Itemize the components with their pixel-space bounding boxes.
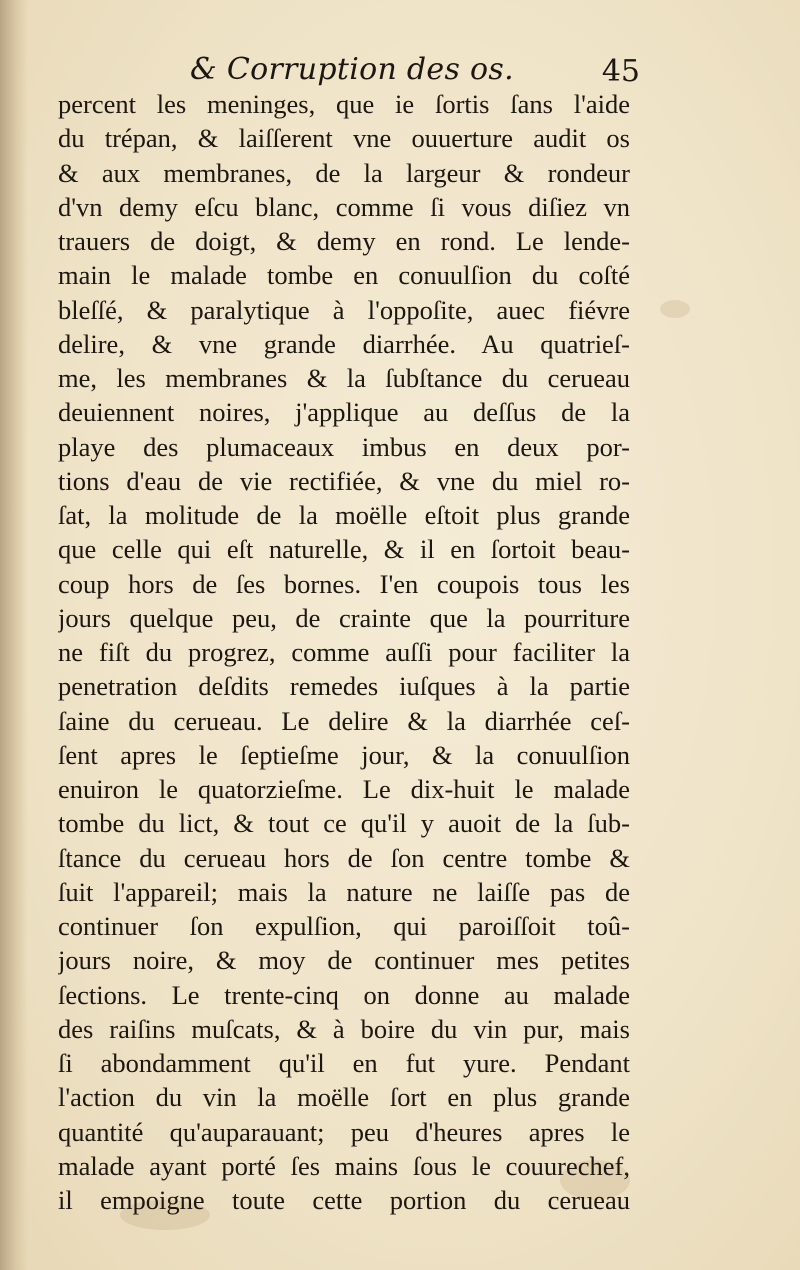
text-line: quantité qu'auparauant; peu d'heures apres le bbox=[58, 1116, 630, 1147]
text-line: ſections. Le trente-cinq on donne au malade bbox=[58, 979, 630, 1010]
text-line: continuer ſon expulſion, qui paroiſſoit toû- bbox=[58, 911, 630, 941]
text-line: percent les meninges, que ie ſortis ſans l'aide bbox=[58, 89, 630, 119]
paper-stain bbox=[660, 300, 690, 318]
text-line: jours noire, & moy de continuer mes petites bbox=[58, 945, 630, 976]
text-line: ſi abondamment qu'il en fut yure. Pendant bbox=[58, 1048, 630, 1078]
text-line: ſuit l'appareil; mais la nature ne laiſſe pas de bbox=[58, 876, 630, 907]
text-line: il empoigne toute cette portion du cerueau bbox=[58, 1185, 630, 1215]
text-line: tions d'eau de vie rectifiée, & vne du miel ro- bbox=[58, 465, 630, 496]
text-line: penetration deſdits remedes iuſques à la partie bbox=[58, 671, 630, 702]
page-number: 45 bbox=[601, 54, 640, 89]
text-line: des raiſins muſcats, & à boire du vin pur, mais bbox=[58, 1013, 630, 1044]
text-line: ſtance du cerueau hors de ſon centre tombe & bbox=[58, 842, 630, 873]
text-line: deuiennent noires, j'applique au deſſus de la bbox=[58, 397, 630, 428]
text-line: delire, & vne grande diarrhée. Au quatrieſ- bbox=[58, 328, 630, 359]
text-line: du trépan, & laiſſerent vne ouuerture audit os bbox=[58, 123, 630, 154]
text-line: l'action du vin la moëlle ſort en plus grande bbox=[58, 1082, 630, 1113]
text-line: malade ayant porté ſes mains ſous le couurechef, bbox=[58, 1150, 630, 1181]
text-line: jours quelque peu, de crainte que la pourriture bbox=[58, 602, 630, 633]
running-title: & Corruption des os. bbox=[190, 52, 514, 87]
text-line: d'vn demy eſcu blanc, comme ſi vous diſiez vn bbox=[58, 191, 630, 222]
text-line: & aux membranes, de la largeur & rondeur bbox=[58, 157, 630, 188]
text-line: coup hors de ſes bornes. I'en coupois tous les bbox=[58, 568, 630, 599]
text-line: que celle qui eſt naturelle, & il en ſortoit beau- bbox=[58, 534, 630, 565]
page-gutter-shadow bbox=[0, 0, 28, 1270]
text-line: ſent apres le ſeptieſme jour, & la conuulſion bbox=[58, 739, 630, 770]
text-line: me, les membranes & la ſubſtance du cerueau bbox=[58, 363, 630, 393]
text-line: trauers de doigt, & demy en rond. Le lende- bbox=[58, 226, 630, 256]
text-line: ſaine du cerueau. Le delire & la diarrhée ceſ- bbox=[58, 705, 630, 736]
text-line: main le malade tombe en conuulſion du coſté bbox=[58, 260, 630, 291]
text-line: tombe du lict, & tout ce qu'il y auoit de la ſub- bbox=[58, 808, 630, 839]
text-line: enuiron le quatorzieſme. Le dix-huit le malade bbox=[58, 774, 630, 804]
text-line: ne fiſt du progrez, comme auſſi pour faciliter la bbox=[58, 637, 630, 667]
text-line: playe des plumaceaux imbus en deux por- bbox=[58, 431, 630, 462]
text-line: ſat, la molitude de la moëlle eſtoit plus grande bbox=[58, 500, 630, 530]
text-line: bleſſé, & paralytique à l'oppoſite, auec fiévre bbox=[58, 294, 630, 325]
body-text bbox=[58, 87, 630, 1217]
